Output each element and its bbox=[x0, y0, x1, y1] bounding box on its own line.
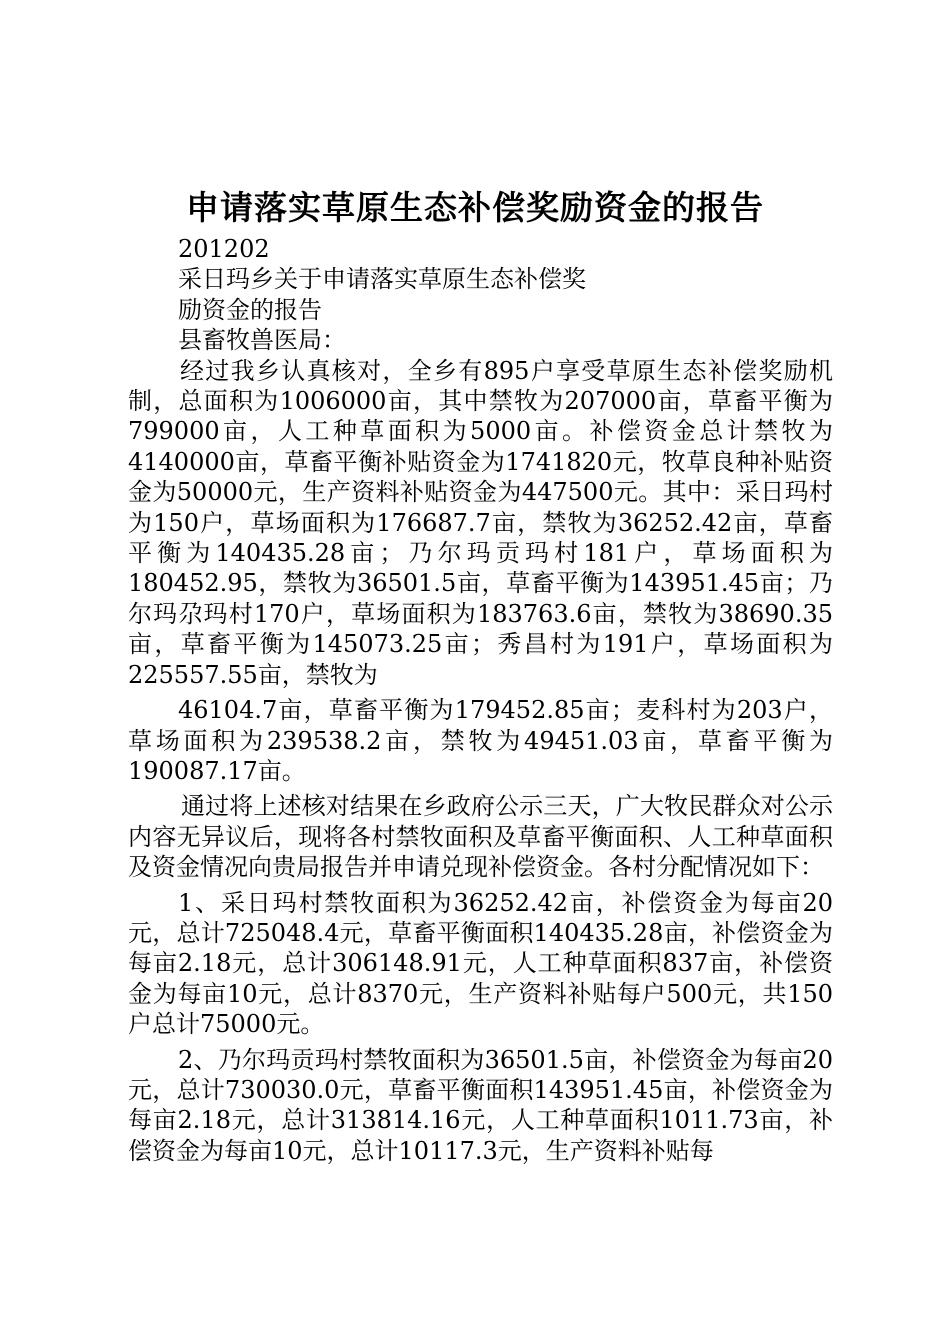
paragraph-village-1: 1、采日玛村禁牧面积为36252.42亩，补偿资金为每亩20元，总计725048.4元，草畜平衡面积140435.28亩，补偿资金为每亩2.18元，总计306148.91元，人工种草面积837亩，补偿资金为每亩10元，总计8370元，生产资料补贴每户500元，共150户总计75000元。 bbox=[128, 888, 833, 1039]
document-heading-line-2: 励资金的报告 bbox=[178, 295, 322, 324]
document-date: 201202 bbox=[178, 235, 270, 263]
paragraph-summary: 经过我乡认真核对，全乡有895户享受草原生态补偿奖励机制，总面积为1006000亩，其中禁牧为207000亩，草畜平衡为799000亩，人工种草面积为5000亩。补偿资金总计禁牧为4140000亩，草畜平衡补贴资金为1741820元，牧草良种补贴资金为50000元，生产资料补贴资金为447500元。其中：采日玛村为150户，草场面积为176687.7亩，禁牧为36252.42亩，草畜平衡为140435.28亩；乃尔玛贡玛村181户，草场面积为180452.95，禁牧为36501.5亩，草畜平衡为143951.45亩；乃尔玛尕玛村170户，草场面积为183763.6亩，禁牧为38690.35亩，草畜平衡为145073.25亩；秀昌村为191户，草场面积为225557.55亩，禁牧为 bbox=[128, 356, 833, 689]
paragraph-village-2: 2、乃尔玛贡玛村禁牧面积为36501.5亩，补偿资金为每亩20元，总计730030.0元，草畜平衡面积143951.45亩，补偿资金为每亩2.18元，总计313814.16元，人工种草面积1011.73亩，补偿资金为每亩10元，总计10117.3元，生产资料补贴每 bbox=[128, 1045, 833, 1165]
paragraph-publicity: 通过将上述核对结果在乡政府公示三天，广大牧民群众对公示内容无异议后，现将各村禁牧面积及草畜平衡面积、人工种草面积及资金情况向贵局报告并申请兑现补偿资金。各村分配情况如下： bbox=[128, 792, 833, 882]
document-heading-line-1: 采日玛乡关于申请落实草原生态补偿奖 bbox=[178, 265, 586, 294]
paragraph-summary-continued: 46104.7亩，草畜平衡为179452.85亩；麦科村为203户，草场面积为239538.2亩，禁牧为49451.03亩，草畜平衡为190087.17亩。 bbox=[128, 696, 833, 785]
document-title: 申请落实草原生态补偿奖励资金的报告 bbox=[186, 188, 764, 227]
document-body bbox=[128, 234, 833, 1166]
document-recipient: 县畜牧兽医局： bbox=[178, 326, 346, 355]
